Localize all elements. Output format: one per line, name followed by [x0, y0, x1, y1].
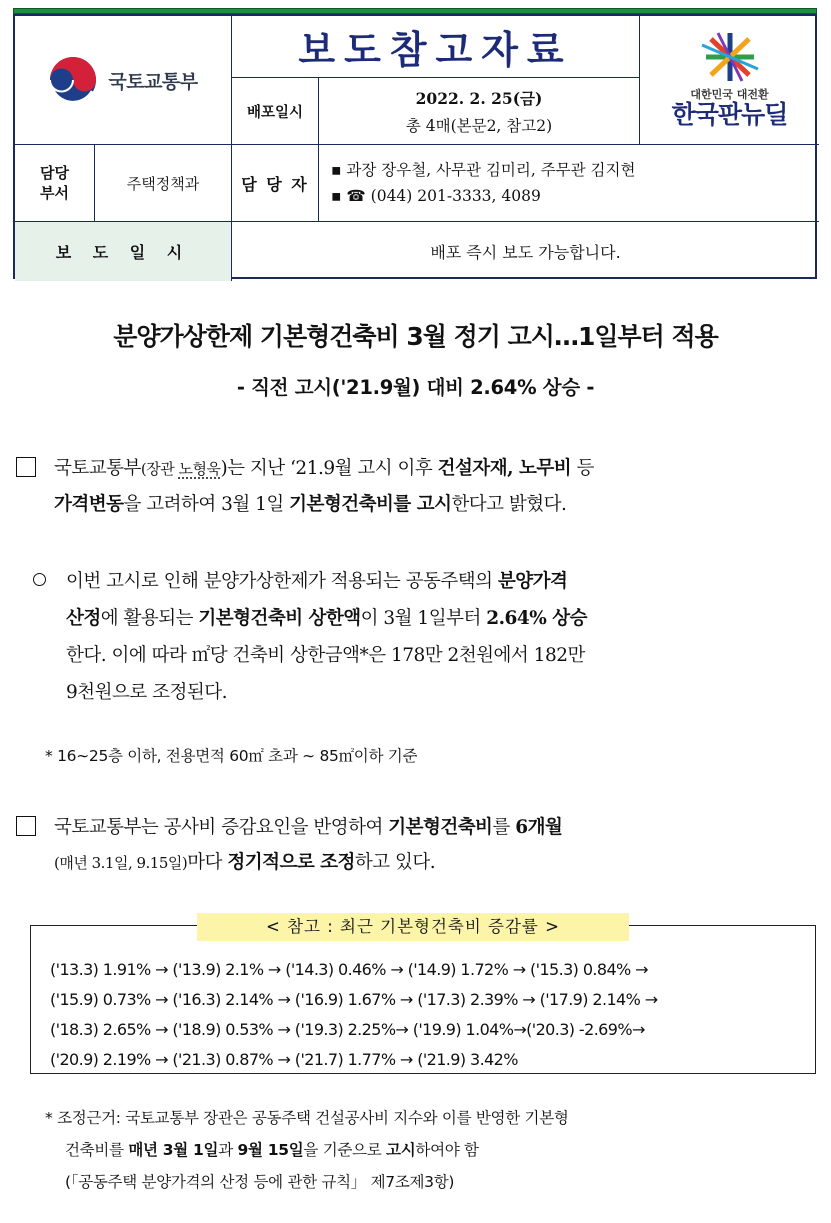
emphasis-text: 기본형건축비를 고시 — [289, 494, 452, 515]
subheadline: - 직전 고시('21.9월) 대비 2.64% 상승 - — [236, 376, 595, 399]
rate-line: ('18.3) 2.65% → ('18.9) 0.53% → ('19.3) 2.25%→ ('19.9) 1.04%→('20.3) -2.69%→ — [50, 1020, 645, 1039]
footnote-criteria: * 16∼25층 이하, 전용면적 60㎡ 초과 ∼ 85㎡이하 기준 — [45, 747, 418, 765]
emphasis-text: 건설자재, 노무비 — [437, 458, 572, 479]
headline: 분양가상한제 기본형건축비 3월 정기 고시…1일부터 적용 — [113, 322, 718, 351]
reference-title: < 참고 : 최근 기본형건축비 증감률 > — [197, 913, 629, 941]
minister-name: 노형욱 — [178, 460, 221, 478]
footnote-legal-basis — [45, 1102, 825, 1198]
release-value: 배포 즉시 보도 가능합니다. — [430, 243, 621, 262]
emphasis-text: 6개월 — [515, 817, 563, 838]
text: (「공동주택 분양가격의 산정 등에 관한 규칙」 제7조제3항) — [65, 1173, 455, 1191]
circle-bullet-icon — [33, 573, 46, 586]
press-header-table — [13, 14, 817, 279]
rate-line: ('20.9) 2.19% → ('21.3) 0.87% → ('21.7) 1.77% → ('21.9) 3.42% — [50, 1050, 518, 1069]
emphasis-text: 9월 15일 — [237, 1141, 304, 1159]
emphasis-text: 가격변동 — [54, 494, 124, 515]
newdeal-star-icon — [700, 31, 760, 83]
text: 한다고 밝혔다. — [451, 494, 567, 515]
dept-label-line1: 담당 — [40, 163, 69, 182]
emphasis-text: 기본형건축비 상한액 — [198, 608, 361, 629]
square-bullet-icon — [16, 816, 36, 836]
paragraph-2 — [30, 563, 821, 711]
text: 이번 고시로 인해 분양가상한제가 적용되는 공동주택의 — [66, 571, 498, 592]
text: * 조정근거: 국토교통부 장관은 공동주택 건설공사비 지수와 이를 반영한 기본형 — [45, 1109, 569, 1127]
doc-type-title: 보도참고자료 — [298, 28, 573, 72]
emphasis-text: 매년 3월 1일 — [128, 1141, 219, 1159]
dept-label-line2: 부서 — [40, 184, 69, 202]
paragraph-3 — [16, 810, 821, 881]
paragraph-1 — [16, 451, 821, 522]
text: 마다 — [187, 852, 228, 873]
text: 이 3월 1일부터 — [360, 608, 487, 629]
manager-info — [319, 145, 819, 222]
release-label: 보 도 일 시 — [15, 222, 232, 281]
distribution-info — [319, 78, 640, 145]
newdeal-slogan: 대한민국 대전환 — [690, 88, 769, 102]
emphasis-text: 정기적으로 조정 — [227, 852, 355, 873]
text: 국토교통부 — [54, 458, 141, 479]
manager-names: ▪ 과장 장우철, 사무관 김미리, 주무관 김지현 — [331, 161, 636, 179]
doc-type-cell — [232, 16, 640, 78]
square-bullet-icon — [16, 457, 36, 477]
text: 을 고려하여 3월 1일 — [123, 494, 290, 515]
emphasis-text: 분양가격 — [497, 571, 568, 592]
text: (매년 3.1일, 9.15일) — [54, 854, 188, 872]
text: 를 — [492, 817, 516, 838]
text: 건축비를 — [65, 1141, 129, 1159]
text: )는 지난 ‘21.9월 고시 이후 — [220, 458, 438, 479]
distribution-date: 2022. 2. 25(금) — [415, 88, 543, 108]
reference-rates — [50, 955, 810, 1075]
text: 하고 있다. — [354, 852, 436, 873]
ministry-name: 국토교통부 — [108, 70, 198, 93]
distribution-label: 배포일시 — [232, 78, 319, 145]
emphasis-text: 2.64% 상승 — [486, 608, 588, 629]
distribution-pages: 총 4매(본문2, 참고2) — [405, 116, 553, 135]
text: 과 — [218, 1141, 238, 1159]
text: 에 활용되는 — [100, 608, 199, 629]
dept-label — [15, 145, 95, 222]
text: 을 기준으로 — [303, 1141, 387, 1159]
manager-label: 담 당 자 — [232, 145, 319, 222]
rate-line: ('15.9) 0.73% → ('16.3) 2.14% → ('16.9) 1.67% → ('17.3) 2.39% → ('17.9) 2.14% → — [50, 990, 658, 1009]
taegeuk-emblem-icon — [48, 55, 98, 105]
text: 국토교통부는 공사비 증감요인을 반영하여 — [54, 817, 389, 838]
emphasis-text: 고시 — [386, 1141, 416, 1159]
text: 한다. 이에 따라 ㎡당 건축비 상한금액*은 178만 2천원에서 182만 — [66, 645, 585, 666]
emphasis-text: 산정 — [66, 608, 101, 629]
ministry-logo-cell — [15, 16, 232, 145]
rate-line: ('13.3) 1.91% → ('13.9) 2.1% → ('14.3) 0.46% → ('14.9) 1.72% → ('15.3) 0.84% → — [50, 960, 648, 979]
text: 9천원으로 조정된다. — [66, 682, 228, 703]
dept-value: 주택정책과 — [95, 145, 232, 222]
newdeal-logo-cell — [640, 16, 819, 145]
emphasis-text: 기본형건축비 — [388, 817, 493, 838]
text: (장관 — [140, 460, 179, 478]
newdeal-name: 한국판뉴딜 — [671, 100, 788, 130]
manager-phone: ▪ ☎ (044) 201-3333, 4089 — [331, 187, 541, 206]
text: 하여야 함 — [415, 1141, 479, 1159]
text: 등 — [571, 458, 594, 479]
